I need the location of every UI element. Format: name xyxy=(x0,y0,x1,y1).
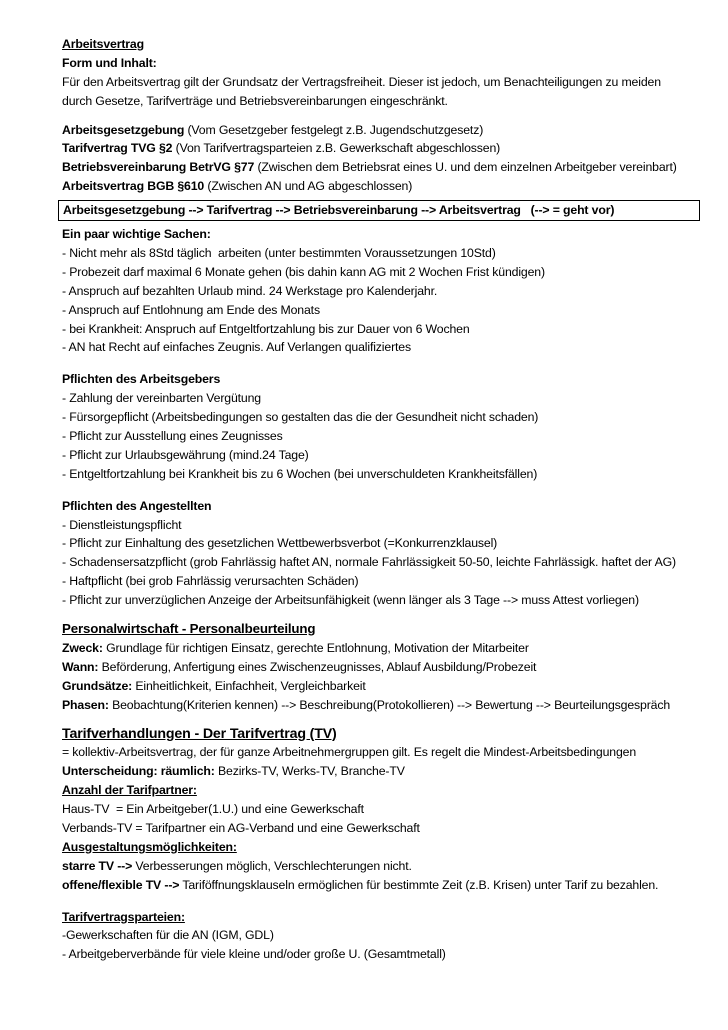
ausgestaltung-row: starre TV --> Verbesserungen möglich, Verschlechterungen nicht. xyxy=(62,858,412,873)
tarif-unterscheidung: Unterscheidung: räumlich: Bezirks-TV, Werks-TV, Branche-TV xyxy=(62,764,405,779)
list-item: - Schadensersatzpflicht (grob Fahrlässig haftet AN, normale Fahrlässigkeit 50-50, leichte Fahrlässigk. haftet der AG) xyxy=(62,555,676,570)
tarif-heading: Tarifverhandlungen - Der Tarifvertrag (TV) xyxy=(62,725,337,742)
employee-duties-heading: Pflichten des Angestellten xyxy=(62,498,212,513)
list-item: - Pflicht zur unverzüglichen Anzeige der Arbeitsunfähigkeit (wenn länger als 3 Tage --> muss Attest vorliegen) xyxy=(62,593,639,608)
list-item: - Zahlung der vereinbarten Vergütung xyxy=(62,391,261,406)
document-title: Arbeitsvertrag xyxy=(62,37,144,51)
intro-line: Für den Arbeitsvertrag gilt der Grundsatz der Vertragsfreiheit. Dieser ist jedoch, um Benachteiligungen zu meiden xyxy=(62,74,661,89)
list-item: - Fürsorgepflicht (Arbeitsbedingungen so gestalten das die der Gesundheit nicht schaden) xyxy=(62,410,539,425)
document-page xyxy=(62,35,694,964)
list-item: -Gewerkschaften für die AN (IGM, GDL) xyxy=(62,928,274,943)
list-item: - Nicht mehr als 8Std täglich arbeiten (unter bestimmten Voraussetzungen 10Std) xyxy=(62,246,496,261)
list-item: - Anspruch auf bezahlten Urlaub mind. 24 Werkstage pro Kalenderjahr. xyxy=(62,283,438,298)
intro-line: durch Gesetze, Tarifverträge und Betriebsvereinbarungen eingeschränkt. xyxy=(62,93,448,108)
list-item: - Dienstleistungspflicht xyxy=(62,517,182,532)
anzahl-heading: Anzahl der Tarifpartner: xyxy=(62,783,197,798)
hierarchy-box: Arbeitsgesetzgebung --> Tarifvertrag --> Betriebsvereinbarung --> Arbeitsvertrag (--> = geht vor) xyxy=(58,200,700,221)
list-item: - Pflicht zur Ausstellung eines Zeugnisses xyxy=(62,429,283,444)
personal-heading: Personalwirtschaft - Personalbeurteilung xyxy=(62,621,316,637)
personal-row: Grundsätze: Einheitlichkeit, Einfachheit, Vergleichbarkeit xyxy=(62,678,366,693)
rule-line: Tarifvertrag TVG §2 (Von Tarifvertragsparteien z.B. Gewerkschaft abgeschlossen) xyxy=(62,141,501,156)
list-item: - Pflicht zur Urlaubsgewährung (mind.24 Tage) xyxy=(62,447,309,462)
list-item: Haus-TV = Ein Arbeitgeber(1.U.) und eine Gewerkschaft xyxy=(62,802,364,817)
form-heading: Form und Inhalt: xyxy=(62,55,157,70)
rule-line: Betriebsvereinbarung BetrVG §77 (Zwischen dem Betriebsrat eines U. und dem einzelnen Arbeitgeber vereinbart) xyxy=(62,160,677,175)
personal-row: Wann: Beförderung, Anfertigung eines Zwischenzeugnisses, Ablauf Ausbildung/Probezeit xyxy=(62,659,537,674)
list-item: - bei Krankheit: Anspruch auf Entgeltfortzahlung bis zur Dauer von 6 Wochen xyxy=(62,321,470,336)
list-item: - Entgeltfortzahlung bei Krankheit bis zu 6 Wochen (bei unverschuldeten Krankheitsfällen) xyxy=(62,466,538,481)
list-item: - Pflicht zur Einhaltung des gesetzlichen Wettbewerbsverbot (=Konkurrenzklausel) xyxy=(62,536,498,551)
list-item: - Anspruch auf Entlohnung am Ende des Monats xyxy=(62,302,320,317)
important-heading: Ein paar wichtige Sachen: xyxy=(62,227,211,242)
personal-row: Zweck: Grundlage für richtigen Einsatz, gerechte Entlohnung, Motivation der Mitarbeiter xyxy=(62,640,529,655)
parteien-heading: Tarifvertragsparteien: xyxy=(62,909,185,924)
list-item: - Haftpflicht (bei grob Fahrlässig verursachten Schäden) xyxy=(62,574,359,589)
ausgestaltung-row: offene/flexible TV --> Tariföffnungsklauseln ermöglichen für bestimmte Zeit (z.B. Krisen) unter Tarif zu bezahlen. xyxy=(62,877,659,892)
ausgestaltung-heading: Ausgestaltungsmöglichkeiten: xyxy=(62,839,237,854)
list-item: - Arbeitgeberverbände für viele kleine und/oder große U. (Gesamtmetall) xyxy=(62,947,446,962)
list-item: Verbands-TV = Tarifpartner ein AG-Verband und eine Gewerkschaft xyxy=(62,820,420,835)
tarif-definition: = kollektiv-Arbeitsvertrag, der für ganze Arbeitnehmergruppen gilt. Es regelt die Mindest-Arbeitsbedingungen xyxy=(62,745,637,760)
personal-row: Phasen: Beobachtung(Kriterien kennen) --> Beschreibung(Protokollieren) --> Bewertung --> Beurteilungsgespräch xyxy=(62,697,671,712)
employer-duties-heading: Pflichten des Arbeitsgebers xyxy=(62,372,221,387)
list-item: - Probezeit darf maximal 6 Monate gehen (bis dahin kann AG mit 2 Wochen Frist kündigen) xyxy=(62,264,545,279)
rule-line: Arbeitsvertrag BGB §610 (Zwischen AN und AG abgeschlossen) xyxy=(62,179,413,194)
list-item: - AN hat Recht auf einfaches Zeugnis. Auf Verlangen qualifiziertes xyxy=(62,340,411,355)
rule-line: Arbeitsgesetzgebung (Vom Gesetzgeber festgelegt z.B. Jugendschutzgesetz) xyxy=(62,122,484,137)
